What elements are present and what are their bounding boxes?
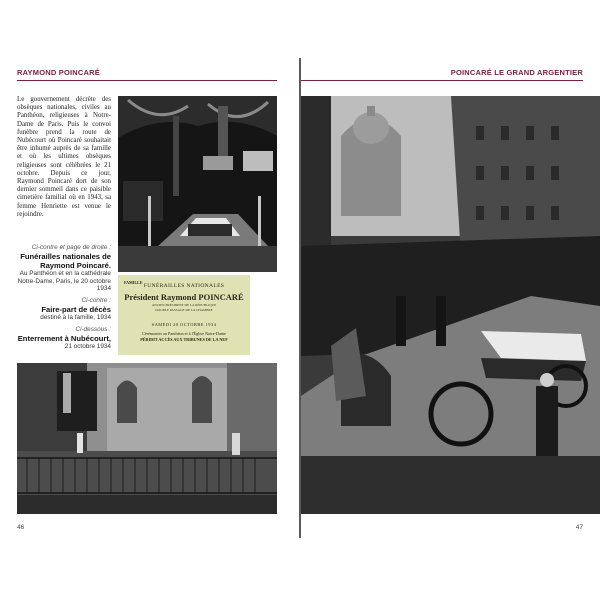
card-ceremony: Cérémonies au Panthéon et à l'Église Notre-Dame: [141, 331, 226, 336]
pantheon-funeral-photo: [118, 96, 277, 272]
card-small-text: DOUBLE PASSAGE DE LA CHAMBRE: [155, 308, 213, 312]
caption-desc: destiné à la famille, 1934: [40, 313, 111, 321]
invitation-card: [118, 275, 250, 355]
caption-intro: Ci-contre et page de droite :: [31, 244, 111, 251]
caption-intro: Ci-dessous :: [75, 325, 111, 333]
caption-title: Faire-part de décès: [41, 304, 111, 314]
right-page: [301, 0, 600, 600]
left-page: [0, 0, 299, 600]
header-rule: [301, 80, 583, 81]
card-name: Président Raymond POINCARÉ: [124, 292, 244, 302]
caption-title: Enterrement à Nubécourt,: [17, 333, 111, 343]
card-small-text: ANCIEN PRÉSIDENT DE LA RÉPUBLIQUE: [151, 303, 217, 307]
funeral-procession-photo: [301, 96, 600, 514]
nubecourt-burial-photo: [17, 363, 277, 514]
page-number: 47: [575, 524, 583, 531]
card-date: SAMEDI 20 OCTOBRE 1934: [151, 322, 217, 327]
card-header: FAMILLE: [124, 280, 143, 285]
caption-block: [17, 244, 111, 350]
card-title: FUNÉRAILLES NATIONALES: [143, 283, 225, 289]
running-head: POINCARÉ LE GRAND ARGENTIER: [450, 68, 583, 77]
caption-title: Funérailles nationales de Raymond Poincaré.: [20, 251, 111, 270]
caption-desc: 21 octobre 1934: [64, 342, 111, 350]
card-access: PÉRIDIT ACCÈS AUX TRIBUNES DE LA NEF: [140, 337, 228, 342]
running-head: RAYMOND POINCARÉ: [17, 68, 100, 77]
header-rule: [17, 80, 277, 81]
caption-intro: Ci-contre :: [81, 297, 111, 305]
body-paragraph: Le gouvernement décrète des obsèques nationales, civiles au Panthéon, religieuses à Notre-Dame de Paris. Puis le convoi funèbre prend la route de Nubécourt où Poincaré souhaitait être inhumé auprès de sa famille et où les ultimes obsèques religieuses sont célébrées le 21 octobre. Depuis ce jour, Raymond Poincaré dort de son dernier sommeil dans ce paisible cimetière familial où en 1943, sa femme Henriette est venue le rejoindre.: [17, 96, 111, 218]
page-number: 46: [17, 524, 25, 531]
caption-desc: Au Panthéon et en la cathédrale Notre-Dame, Paris, le 20 octobre 1934: [17, 269, 111, 293]
